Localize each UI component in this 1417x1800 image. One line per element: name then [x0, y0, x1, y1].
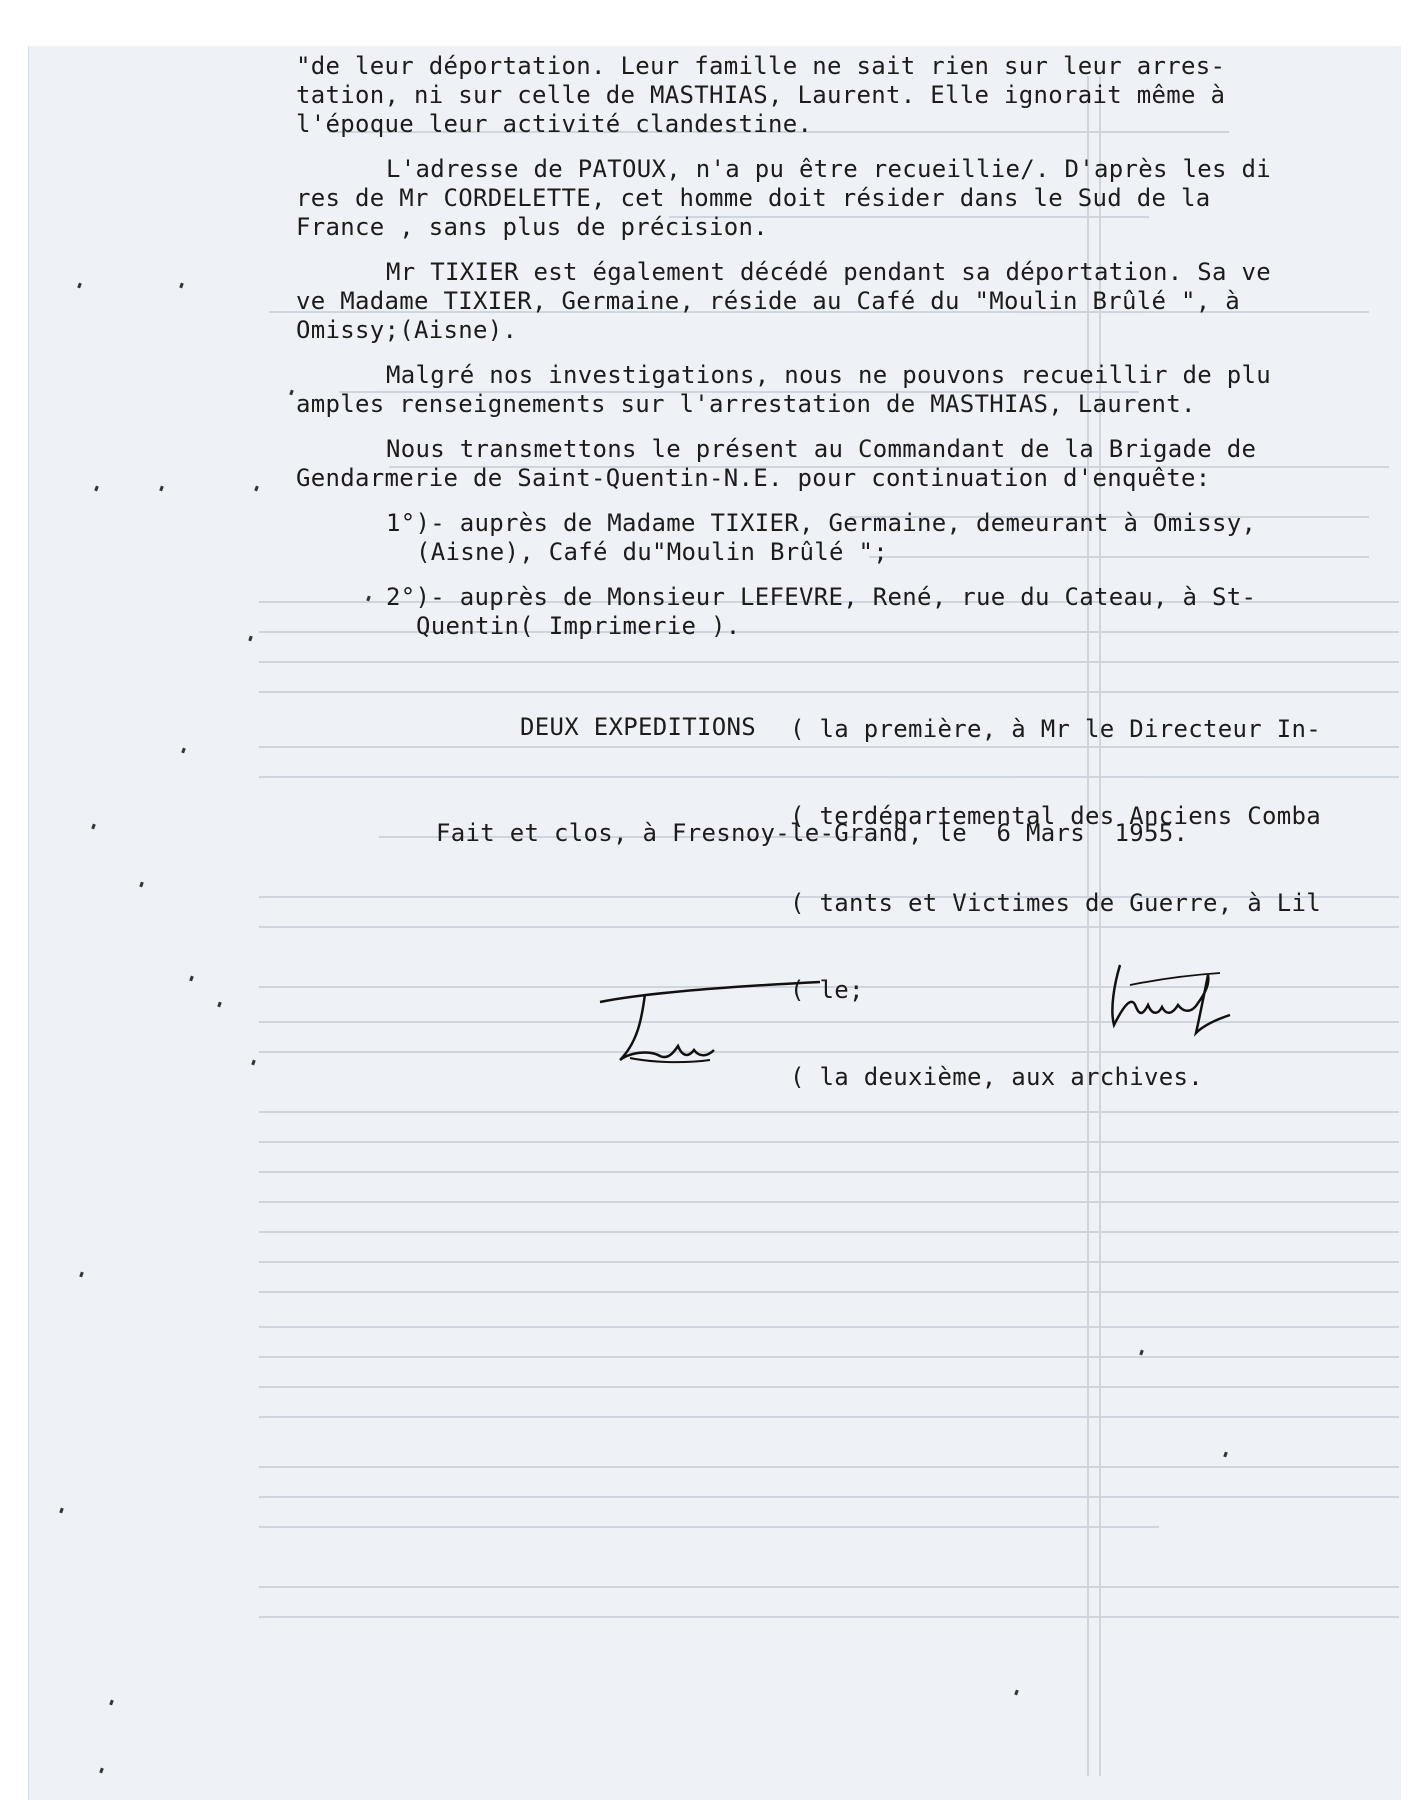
text-line: Fait et clos, à Fresnoy-le-Grand, le 6 Mars 1955. — [436, 819, 1189, 847]
text-line: l'époque leur activité clandestine. — [296, 110, 813, 138]
text-line: Malgré nos investigations, nous ne pouvons recueillir de plu — [386, 361, 1271, 389]
text-line: tation, ni sur celle de MASTHIAS, Laurent. Elle ignorait même à — [296, 81, 1226, 109]
text-line: amples renseignements sur l'arrestation de MASTHIAS, Laurent. — [296, 390, 1196, 418]
text-line: ( la deuxième, aux archives. — [790, 1063, 1203, 1091]
text-line: France , sans plus de précision. — [296, 213, 768, 241]
expeditions-label: DEUX EXPEDITIONS — [520, 713, 756, 741]
paragraph-2 — [296, 155, 1406, 242]
paragraph-5 — [296, 435, 1406, 493]
text-line: ( tants et Victimes de Guerre, à Lil — [790, 889, 1321, 917]
text-line: res de Mr CORDELETTE, cet homme doit résider dans le Sud de la — [296, 184, 1211, 212]
text-line: Quentin( Imprimerie ). — [416, 612, 741, 640]
text-line: ( la première, à Mr le Directeur In- — [790, 715, 1321, 743]
signature-left — [590, 972, 830, 1072]
text-line: Mr TIXIER est également décédé pendant sa déportation. Sa ve — [386, 258, 1271, 286]
text-line: ( le; — [790, 976, 864, 1004]
list-item-1 — [296, 509, 1406, 567]
text-line: ve Madame TIXIER, Germaine, réside au Café du "Moulin Brûlé ", à — [296, 287, 1240, 315]
document-body — [296, 52, 1406, 1091]
text-line: 1°)- auprès de Madame TIXIER, Germaine, demeurant à Omissy, — [386, 509, 1257, 537]
text-line: Gendarmerie de Saint-Quentin-N.E. pour continuation d'enquête: — [296, 464, 1211, 492]
paragraph-4 — [296, 361, 1406, 419]
text-line: 2°)- auprès de Monsieur LEFEVRE, René, rue du Cateau, à St- — [386, 583, 1257, 611]
expeditions-list — [790, 657, 1321, 1150]
signature-right — [1100, 955, 1250, 1050]
list-item-2 — [296, 583, 1406, 641]
text-line: "de leur déportation. Leur famille ne sait rien sur leur arres- — [296, 52, 1226, 80]
text-line: Omissy;(Aisne). — [296, 316, 518, 344]
paragraph-3 — [296, 258, 1406, 345]
text-line: (Aisne), Café du"Moulin Brûlé "; — [416, 538, 888, 566]
text-line: Nous transmettons le présent au Commandant de la Brigade de — [386, 435, 1257, 463]
paragraph-1 — [296, 52, 1406, 139]
text-line: L'adresse de PATOUX, n'a pu être recueillie/. D'après les di — [386, 155, 1271, 183]
text-line: ( terdépartemental des Anciens Comba — [790, 802, 1321, 830]
